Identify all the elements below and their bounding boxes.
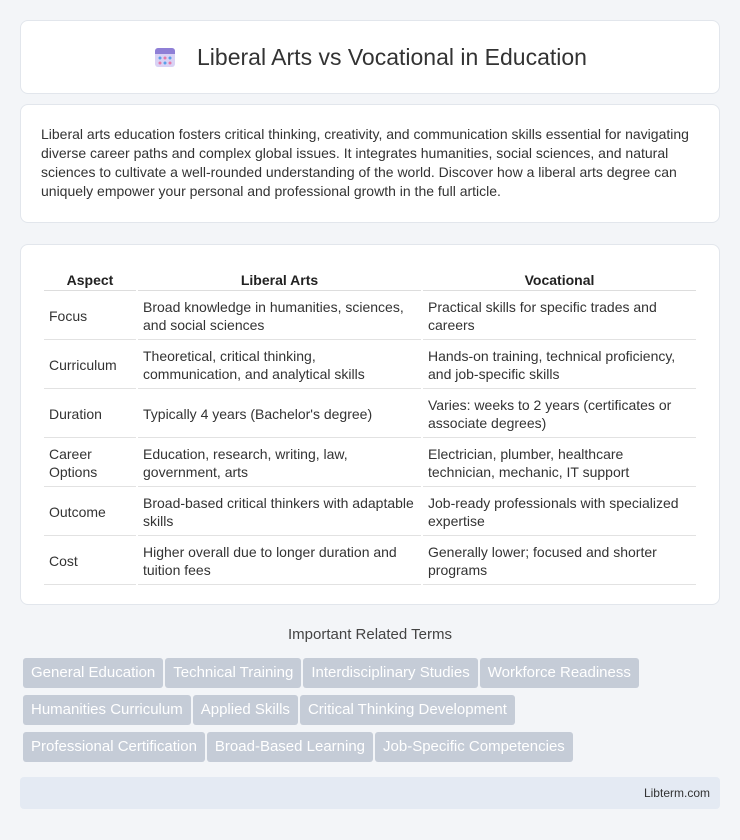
table-cell-aspect: Cost <box>44 538 136 585</box>
comparison-table <box>42 265 698 587</box>
tag-professional-certification[interactable]: Professional Certification <box>23 732 205 762</box>
table-row <box>44 293 696 340</box>
tag-general-education[interactable]: General Education <box>23 658 163 688</box>
table-row <box>44 440 696 487</box>
tag-critical-thinking-development[interactable]: Critical Thinking Development <box>300 695 515 725</box>
table-header-row <box>44 267 696 291</box>
related-terms-title: Important Related Terms <box>288 626 452 643</box>
table-cell-liberal-arts: Typically 4 years (Bachelor's degree) <box>138 391 421 438</box>
table-cell-vocational: Varies: weeks to 2 years (certificates or associate degrees) <box>423 391 696 438</box>
table-row <box>44 342 696 389</box>
calendar-icon <box>153 45 177 69</box>
related-terms-tags <box>23 658 723 769</box>
table-row <box>44 538 696 585</box>
table-cell-liberal-arts: Higher overall due to longer duration and tuition fees <box>138 538 421 585</box>
tag-job-specific-competencies[interactable]: Job-Specific Competencies <box>375 732 573 762</box>
table-row <box>44 489 696 536</box>
table-cell-aspect: Duration <box>44 391 136 438</box>
footer-site-link[interactable]: Libterm.com <box>643 786 710 800</box>
table-cell-vocational: Electrician, plumber, healthcare technician, mechanic, IT support <box>423 440 696 487</box>
table-cell-vocational: Generally lower; focused and shorter programs <box>423 538 696 585</box>
table-cell-aspect: Outcome <box>44 489 136 536</box>
tag-broad-based-learning[interactable]: Broad-Based Learning <box>207 732 373 762</box>
table-cell-vocational: Practical skills for specific trades and careers <box>423 293 696 340</box>
intro-card <box>20 104 720 223</box>
tag-interdisciplinary-studies[interactable]: Interdisciplinary Studies <box>303 658 477 688</box>
table-cell-vocational: Job-ready professionals with specialized expertise <box>423 489 696 536</box>
table-cell-liberal-arts: Broad knowledge in humanities, sciences, and social sciences <box>138 293 421 340</box>
tag-workforce-readiness[interactable]: Workforce Readiness <box>480 658 639 688</box>
header-card <box>20 20 720 94</box>
table-cell-liberal-arts: Theoretical, critical thinking, communication, and analytical skills <box>138 342 421 389</box>
column-header-aspect: Aspect <box>44 267 136 291</box>
tag-applied-skills[interactable]: Applied Skills <box>193 695 298 725</box>
footer <box>20 777 720 809</box>
page-title: Liberal Arts vs Vocational in Education <box>197 43 587 70</box>
table-row <box>44 391 696 438</box>
table-cell-aspect: Focus <box>44 293 136 340</box>
intro-text: Liberal arts education fosters critical thinking, creativity, and communication skills essential for navigating diverse career paths and complex global issues. It integrates humanities, social sciences, and natural sciences to cultivate a well-rounded understanding of the world. Discover how a liberal arts degree can uniquely empower your personal and professional growth in the full article. <box>41 126 689 199</box>
tag-humanities-curriculum[interactable]: Humanities Curriculum <box>23 695 191 725</box>
table-cell-liberal-arts: Broad-based critical thinkers with adaptable skills <box>138 489 421 536</box>
tag-technical-training[interactable]: Technical Training <box>165 658 301 688</box>
table-cell-vocational: Hands-on training, technical proficiency, and job-specific skills <box>423 342 696 389</box>
column-header-vocational: Vocational <box>423 267 696 291</box>
table-cell-liberal-arts: Education, research, writing, law, government, arts <box>138 440 421 487</box>
table-cell-aspect: Curriculum <box>44 342 136 389</box>
column-header-liberal-arts: Liberal Arts <box>138 267 421 291</box>
table-cell-aspect: Career Options <box>44 440 136 487</box>
comparison-table-card <box>20 244 720 605</box>
